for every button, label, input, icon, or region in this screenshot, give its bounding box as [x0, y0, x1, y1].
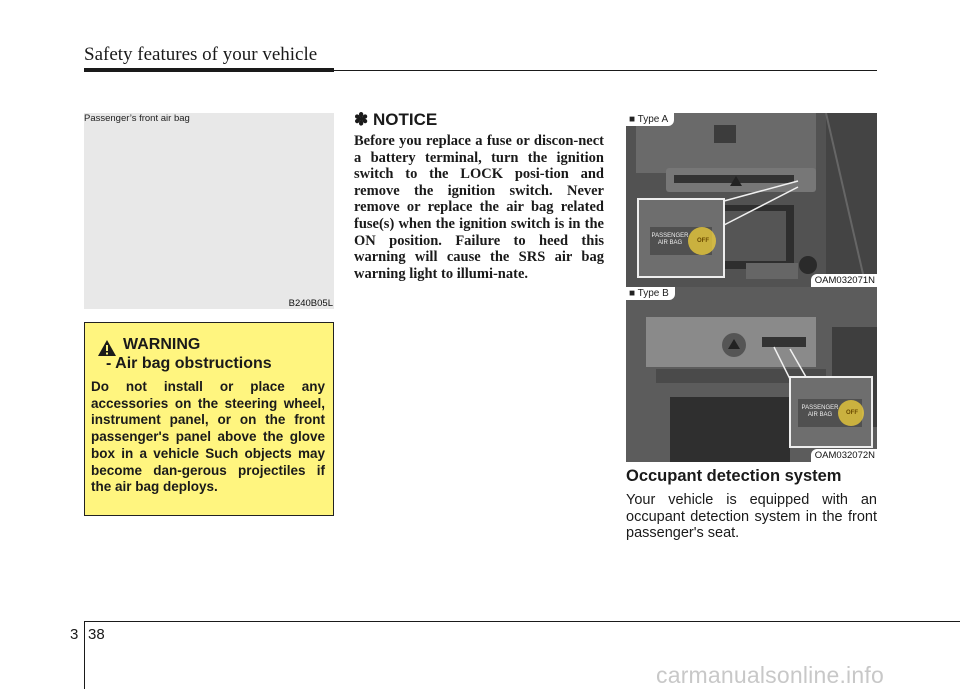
indicator-off-b: OFF — [846, 410, 858, 416]
occupant-body: Your vehicle is equipped with an occupant detection system in the front passenger's seat. — [626, 492, 877, 542]
dashboard-image-type-a — [626, 113, 877, 287]
warning-box — [84, 322, 334, 516]
warning-subtitle: - Air bag obstructions — [106, 355, 272, 372]
image-code: B240B05L — [288, 298, 333, 309]
page-number: 38 — [88, 626, 105, 643]
section-title: Safety features of your vehicle — [84, 44, 318, 65]
notice-title: ✽ NOTICE — [354, 110, 438, 129]
notice-body: Before you replace a fuse or discon-nect a battery terminal, turn the ignition switch to the LOCK posi-tion and remove the ignition switch. Never remove or replace the air bag related fuse(s) when the ignition switch is in the ON position. Failure to heed this warning will cause the SRS air bag warning light to illumi-nate. — [354, 133, 604, 282]
indicator-text-b: PASSENGER AIR BAG — [801, 405, 839, 418]
type-b-label: ■ Type B — [626, 287, 675, 300]
dashboard-illustration-a — [626, 113, 877, 287]
chapter-number: 3 — [70, 626, 79, 643]
indicator-off-a: OFF — [697, 238, 709, 244]
footer-rule — [84, 621, 960, 622]
watermark: carmanualsonline.info — [656, 662, 884, 688]
image-caption: Passenger’s front air bag — [84, 113, 190, 124]
dashboard-image-type-b — [626, 287, 877, 462]
warning-body: Do not install or place any accessories on the steering wheel, instrument panel, or on the front passenger's panel above the glove box in a vehicle Such objects may become dan-gerous projectiles if the air bag deploys. — [91, 379, 325, 495]
dashboard-illustration-b — [626, 287, 877, 462]
occupant-title: Occupant detection system — [626, 467, 842, 485]
indicator-text-a: PASSENGER AIR BAG — [651, 233, 689, 246]
footer-divider — [84, 622, 85, 689]
header-rule-thick — [84, 68, 334, 72]
type-a-label: ■ Type A — [626, 113, 674, 126]
warning-title: WARNING — [123, 336, 201, 353]
header-rule-thin — [334, 70, 877, 71]
type-b-code: OAM032072N — [811, 449, 877, 462]
passenger-airbag-image — [84, 113, 334, 309]
type-a-code: OAM032071N — [811, 274, 877, 287]
